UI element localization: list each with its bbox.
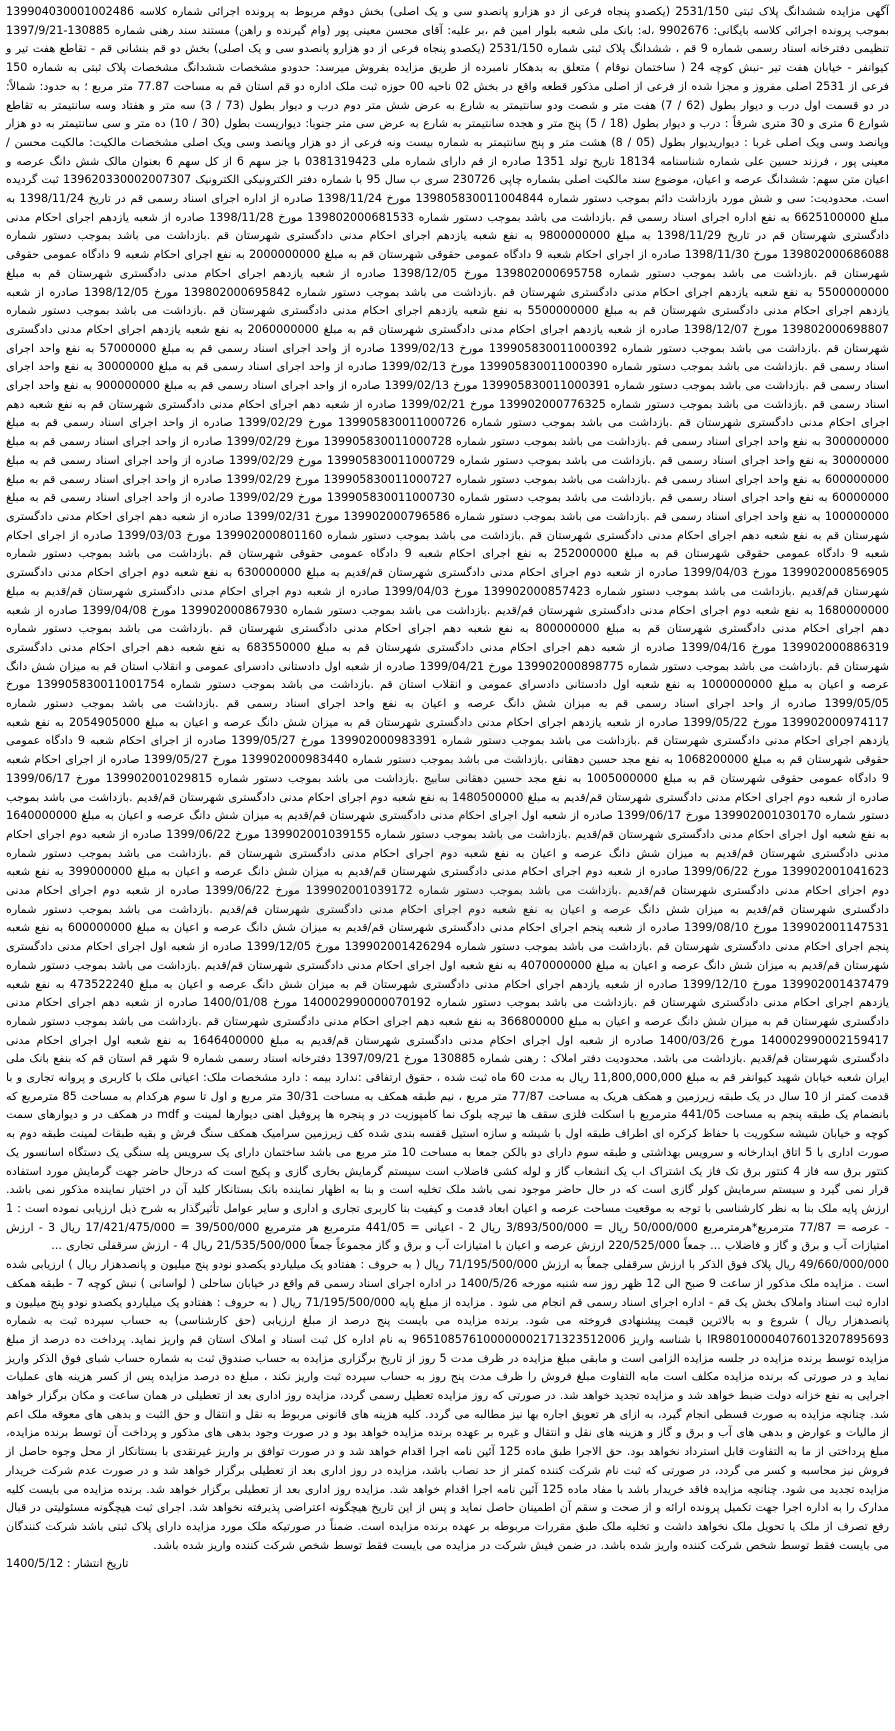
notice-paragraph-2: 49/660/000/000 ریال پلاک فوق الذکر با ارزش سرقفلی جمعاً به ارزش 71/195/500/000 ریال ( به حروف : هفتادو یک میلیاردو یکصدو نودو پنج میلیون و پانصدهزار ریال ) ارزیابی شده است . مزایده ملک مذکور از ساعت 9 صبح الی 12 ظهر روز سه شنبه مورخه 1400/5/26 در اداره اجرای اسناد رسمی قم واقع در خیابان ساحلی ( لواسانی ) نبش کوچه 7 - طبقه همکف اداره ثبت اسناد واملاک بخش یک قم - اداره اجرای اسناد رسمی قم انجام می شود . مزایده از مبلغ پایه 71/195/500/000 ریال ( به حروف : هفتادو یک میلیاردو یکصدو نودو پنج میلیون و پانصدهزار ریال ) شروع و به بالاترین قیمت پیشنهادی فروخته می شود. برنده مزایده می بایست پنج درصد از مبلغ ارزیابی (حق کارشناسی) به حساب سپرده ثبت به شماره IR980100004076013207895693 با شناسه واریز 965108576100000002171323512006 به نام اداره کل ثبت اسناد و املاک استان قم واریز نماید. پرداخت ده درصد از مبلغ مزایده توسط برنده مزایده در جلسه مزایده الزامی است و مابقی مبلغ مزایده در ظرف مدت 5 روز از تاریخ برگزاری مزایده به حساب صندوق ثبت به شماره حساب شبای فوق الذکر واریز نماید و در صورتی که برنده مزایده مکلف است مابه التفاوت مبلغ فروش را ظرف مدت پنج روز به حساب سپرده ثبت واریز نکند ، مبلغ ده درصد مزایده پس از کسر هزینه های عملیات اجرایی به نفع خزانه دولت ضبط خواهد شد و مزایده تجدید خواهد شد. در صورتی که روز مزایده تعطیل رسمی گردد، مزایده روز اداری بعد از تعطیلی در همان ساعت و مکان برگزار خواهد شد. چنانچه مزایده به صورت قسطی انجام گیرد، به ازای هر تعویق اجاره بها نیز مطالبه می گردد. کلیه هزینه های قانونی مربوط به نقل و انتقال و حق الثبت و بدهی های معوقه ملک اعم از مالیات و عوارض و بدهی های آب و برق و گاز و هزینه های نقل و انتقال و غیره بر عهده برنده مزایده خواهد بود و در صورت وجود بدهی های مذکور و پرداخت آن توسط برنده مزایده، مبلغ پرداختی از ما به التفاوت قابل استرداد نخواهد بود. حق الاجرا طبق ماده 125 آئین نامه اجرا اقدام خواهد شد و در صورت توافق بر واریز غیرنقدی با بستانکار از محل وجوه حاصل از فروش نیز محاسبه و کسر می گردد، در صورتی که ثبت نام شرکت کننده کمتر از حد نصاب باشد، مزایده در روز اداری بعد از تعطیلی برگزار خواهد شد و در صورت عدم شرکت خریدار مزایده تجدید می شود. چنانچه مزایده فاقد خریدار باشد با مفاد ماده 125 آئین نامه اجرا اقدام خواهد شد. مزایده روز اداری بعد از تعطیلی برگزار خواهد شد. برنده مزایده می بایست کلیه مدارک را به اداره اجرا جهت تکمیل پرونده ارائه و از صحت و سقم آن اطمینان حاصل نماید و پس از این تاریخ هیچگونه اعتراضی پذیرفته نخواهد شد. اجرای ثبت هیچگونه مسئولیتی در قبال رفع تصرف از ملک یا تحویل ملک نخواهد داشت و تخلیه ملک طبق مقررات مربوطه بر عهده برنده مزایده است. ضمناً در صورتیکه ملک مورد مزایده دارای پلاک ثبتی باشد شرکت کنندگان می بایست فقط توسط شخص شرکت کننده واریز شده باشد. در ضمن فیش شرکت در مزایده می بایست فقط توسط شخص شرکت کننده واریز شده باشد. [6, 1258, 889, 1552]
notice-paragraph-1: آگهی مزایده ششدانگ پلاک ثبتی 2531/150 (یکصدو پنجاه فرعی از دو هزارو پانصدو سی و یک اصلی) بخش دوقم مربوط به پرونده اجرائی شماره کلاسه 139904030001002486 بموجب پرونده اجرائی کلاسه بایگانی: 9902676 ،له: بانک ملی شعبه بلوار امین قم ،بر علیه: آقای محسن معینی پور (وام گیرنده و راهن) مستند سند رهنی شماره 130885-1397/9/21 تنظیمی دفترخانه اسناد رسمی شماره 9 قم ، ششدانگ پلاک ثبتی شماره 2531/150 (یکصدو پنجاه فرعی از دو هزارو پانصدو سی و یک اصلی) بخش دو قم بنشانی قم - تقاطع هفت تیر و کیوانفر - خیابان هفت تیر -نبش کوچه 24 ( ساختمان نوقام ) متعلق به بدهکار نامبرده از طریق مزایده بفروش میرسد: حدودو مشخصات ششدانگ مشخصات پلاک ثبتی به شماره 150 فرعی از 2531 اصلی مفروز و مجزا شده از فرعی از اصلی مذکور قطعه واقع در بخش 02 ناحیه 00 حوزه ثبت ملک اداره دو قم استان قم به مساحت 77.87 متر مربع ؛ به حدود: شمالاً: در دو قسمت اول درب و دیوار بطول (62 / 7) هفت متر و شصت ودو سانتیمتر به شارع به عرض شش متر دوم درب و دیوار بطول (73 / 3) سه متر و هفتاد وسه سانتیمتر به تقاطع شوارع 6 متری و 30 متری شرقاً : درب و دیوار بطول (18 / 5) پنج متر و هجده سانتیمتر به شارع به عرض سی متر جنوبا: دیواریست بطول (30 / 10) ده متر و سی سانتیمتر به دو هزار وپانصد وسی ویک اصلی غربا : دیواریدیوار بطول (05 / 8) هشت متر و پنج سانتیمتر به شماره بیست ونه فرعی از دو هزار وپانصد وسی ویک اصلی مشخصات مالکیت: مالکیت محسن / معینی پور ، فرزند حسین علی شماره شناسنامه 18134 تاریخ تولد 1351 صادره از قم دارای شماره ملی 0381319423 با جز سهم 6 از کل سهم 6 بعنوان مالک شش دانگ عرصه و اعیان متن سهم: ششدانگ عرصه و اعیان، موضوع سند مالکیت اصلی بشماره چاپی 230726 سری ب سال 95 با شماره دفتر الکترونیکی الکترونیک 139620330002007307 ثبت گردیده است. محدودیت: سی و شش مورد بازداشت دائم بموجب دستور شماره 139805830011004844 مورخ 1398/11/24 صادره از اداره اجرای اسناد رسمی قم در تاریخ 1398/11/24 به مبلغ 6625100000 به نفع اداره اجرای اسناد رسمی قم .بازداشت می باشد بموجب دستور شماره 139802000681533 مورخ 1398/11/28 صادره از شعبه یازدهم اجرای احکام مدنی دادگستری شهرستان قم در تاریخ 1398/11/29 به مبلغ 9800000000 به نفع شعبه یازدهم اجرای احکام مدنی دادگستری شهرستان قم .بازداشت می باشد بموجب دستور شماره 139802000686088 مورخ 1398/11/30 صادره از اجرای احکام شعبه 9 دادگاه عمومی حقوقی شهرستان قم به مبلغ 2000000000 به نفع اجرای احکام شعبه 9 دادگاه عمومی حقوقی شهرستان قم .بازداشت می باشد بموجب دستور شماره 139802000695758 مورخ 1398/12/05 صادره از شعبه یازدهم اجرای احکام مدنی دادگستری شهرستان قم به مبلغ 5500000000 به نفع شعبه یازدهم اجرای احکام مدنی دادگستری شهرستان قم .بازداشت می باشد بموجب دستور شماره 139802000695842 مورخ 1398/12/05 صادره از شعبه یازدهم اجرای احکام مدنی دادگستری شهرستان قم به مبلغ 5500000000 به نفع شعبه یازدهم اجرای احکام مدنی دادگستری شهرستان قم .بازداشت می باشد بموجب دستور شماره 139802000698807 مورخ 1398/12/07 صادره از شعبه یازدهم اجرای احکام مدنی دادگستری شهرستان قم به مبلغ 2060000000 به نفع شعبه یازدهم اجرای احکام مدنی دادگستری شهرستان قم .بازداشت می باشد بموجب دستور شماره 139905830011000392 مورخ 1399/02/13 صادره از واحد اجرای اسناد رسمی قم به مبلغ 57000000 به نفع واحد اجرای اسناد رسمی قم .بازداشت می باشد بموجب دستور شماره 139905830011000390 مورخ 1399/02/13 صادره از واحد اجرای اسناد رسمی قم به مبلغ 30000000 به نفع واحد اجرای اسناد رسمی قم .بازداشت می باشد بموجب دستور شماره 139905830011000391 مورخ 1399/02/13 صادره از واحد اجرای اسناد رسمی قم به مبلغ 900000000 به نفع واحد اجرای اسناد رسمی قم .بازداشت می باشد بموجب دستور شماره 139902000776325 مورخ 1399/02/21 صادره از شعبه دهم اجرای احکام مدنی دادگستری شهرستان قم به نفع شعبه دهم اجرای احکام مدنی دادگستری شهرستان قم .بازداشت می باشد بموجب دستور شماره 139905830011000726 مورخ 1399/02/29 صادره از واحد اجرای اسناد رسمی قم به مبلغ 300000000 به نفع واحد اجرای اسناد رسمی قم .بازداشت می باشد بموجب دستور شماره 139905830011000728 مورخ 1399/02/29 صادره از واحد اجرای اسناد رسمی قم به مبلغ 30000000 به نفع واحد اجرای اسناد رسمی قم .بازداشت می باشد بموجب دستور شماره 139905830011000729 مورخ 1399/02/29 صادره از واحد اجرای اسناد رسمی قم به مبلغ 600000000 به نفع واحد اجرای اسناد رسمی قم .بازداشت می باشد بموجب دستور شماره 139905830011000727 مورخ 1399/02/29 صادره از واحد اجرای اسناد رسمی قم به مبلغ 60000000 به نفع واحد اجرای اسناد رسمی قم .بازداشت می باشد بموجب دستور شماره 139905830011000730 مورخ 1399/02/29 صادره از واحد اجرای اسناد رسمی قم به مبلغ 100000000 به نفع واحد اجرای اسناد رسمی قم .بازداشت می باشد بموجب دستور شماره 139902000796586 مورخ 1399/02/31 صادره از شعبه دهم اجرای احکام مدنی دادگستری شهرستان قم به نفع شعبه دهم اجرای احکام مدنی دادگستری شهرستان قم .بازداشت می باشد بموجب دستور شماره 139902000801160 مورخ 1399/03/03 صادره از اجرای احکام شعبه 9 دادگاه عمومی حقوقی شهرستان قم به مبلغ 252000000 به نفع اجرای احکام شعبه 9 دادگاه عمومی حقوقی شهرستان قم .بازداشت می باشد بموجب دستور شماره 139902000856905 مورخ 1399/04/03 صادره از شعبه دوم اجرای احکام مدنی دادگستری شهرستان قم/قدیم به مبلغ 630000000 به نفع شعبه دوم اجرای احکام مدنی دادگستری شهرستان قم/قدیم .بازداشت می باشد بموجب دستور شماره 139902000857423 مورخ 1399/04/03 صادره از شعبه دوم اجرای احکام مدنی دادگستری شهرستان قم/قدیم به مبلغ 1680000000 به نفع شعبه دوم اجرای احکام مدنی دادگستری شهرستان قم/قدیم .بازداشت می باشد بموجب دستور شماره 139902000867930 مورخ 1399/04/08 صادره از شعبه دهم اجرای احکام مدنی دادگستری شهرستان قم به مبلغ 800000000 به نفع شعبه دهم اجرای احکام مدنی دادگستری شهرستان قم .بازداشت می باشد بموجب دستور شماره 139902000886319 مورخ 1399/04/16 صادره از شعبه دهم اجرای احکام مدنی دادگستری شهرستان قم به مبلغ 683550000 به نفع شعبه دهم اجرای احکام مدنی دادگستری شهرستان قم .بازداشت می باشد بموجب دستور شماره 139902000898775 مورخ 1399/04/21 صادره از شعبه اول دادستانی دادسرای عمومی و انقلاب استان قم به میزان شش دانگ عرصه و اعیان به مبلغ 1000000000 به نفع شعبه اول دادستانی دادسرای عمومی و انقلاب استان قم .بازداشت می باشد بموجب دستور شماره 139905830011001754 مورخ 1399/05/05 صادره از واحد اجرای اسناد رسمی قم به میزان شش دانگ عرصه و اعیان به نفع واحد اجرای اسناد رسمی قم .بازداشت می باشد بموجب دستور شماره 139902000974117 مورخ 1399/05/22 صادره از شعبه یازدهم اجرای احکام مدنی دادگستری شهرستان قم به میزان شش دانگ عرصه و اعیان به مبلغ 2054905000 به نفع شعبه یازدهم اجرای احکام مدنی دادگستری شهرستان قم .بازداشت می باشد بموجب دستور شماره 139902000983391 مورخ 1399/05/27 صادره از اجرای احکام شعبه 9 دادگاه عمومی حقوقی شهرستان قم به مبلغ 1068200000 به نفع مجد حسین دهقانی .بازداشت می باشد بموجب دستور شماره 139902000983440 مورخ 1399/05/27 صادره از اجرای احکام شعبه 9 دادگاه عمومی حقوقی شهرستان قم به مبلغ 1005000000 به نفع مجد حسین دهقانی سابیج .بازداشت می باشد بموجب دستور شماره 139902001029815 مورخ 1399/06/17 صادره از شعبه دوم اجرای احکام مدنی دادگستری شهرستان قم/قدیم به مبلغ 1480500000 به نفع شعبه دوم اجرای احکام مدنی دادگستری شهرستان قم/قدیم .بازداشت می باشد بموجب دستور شماره 139902001030170 مورخ 1399/06/17 صادره از شعبه اول اجرای احکام مدنی دادگستری شهرستان قم/قدیم به میزان شش دانگ عرصه و اعیان به مبلغ 1640000000 به نفع شعبه اول اجرای احکام مدنی دادگستری شهرستان قم/قدیم .بازداشت می باشد بموجب دستور شماره 139902001039155 مورخ 1399/06/22 صادره از شعبه دوم اجرای احکام مدنی دادگستری شهرستان قم/قدیم به میزان شش دانگ عرصه و اعیان به نفع شعبه دوم اجرای احکام مدنی دادگستری شهرستان قم .بازداشت می باشد بموجب دستور شماره 139902001041623 مورخ 1399/06/22 صادره از شعبه دوم اجرای احکام مدنی دادگستری شهرستان قم/قدیم به میزان شش دانگ عرصه و اعیان به مبلغ 399000000 به نفع شعبه دوم اجرای احکام مدنی دادگستری شهرستان قم/قدیم .بازداشت می باشد بموجب دستور شماره 139902001039172 مورخ 1399/06/22 صادره از شعبه دوم اجرای احکام مدنی دادگستری شهرستان قم/قدیم به میزان شش دانگ عرصه و اعیان به نفع شعبه دوم اجرای احکام مدنی دادگستری شهرستان قم/قدیم .بازداشت می باشد بموجب دستور شماره 139902001147531 مورخ 1399/08/10 صادره از شعبه پنجم اجرای احکام مدنی دادگستری شهرستان قم/قدیم به میزان شش دانگ عرصه و اعیان به مبلغ 600000000 به نفع شعبه پنجم اجرای احکام مدنی دادگستری شهرستان قم .بازداشت می باشد بموجب دستور شماره 139902001426294 مورخ 1399/12/05 صادره از شعبه اول اجرای احکام مدنی دادگستری شهرستان قم/قدیم به میزان شش دانگ عرصه و اعیان به مبلغ 4070000000 به نفع شعبه اول اجرای احکام مدنی دادگستری شهرستان قم/قدیم .بازداشت می باشد بموجب دستور شماره 139902001437479 مورخ 1399/12/10 صادره از شعبه یازدهم اجرای احکام مدنی دادگستری شهرستان قم به میزان شش دانگ عرصه و اعیان به مبلغ 473522240 به نفع شعبه یازدهم اجرای احکام مدنی دادگستری شهرستان قم .بازداشت می باشد بموجب دستور شماره 140002990000070192 مورخ 1400/01/08 صادره از شعبه دهم اجرای احکام مدنی دادگستری شهرستان قم به میزان شش دانگ عرصه و اعیان به مبلغ 366800000 به نفع شعبه دهم اجرای احکام مدنی دادگستری شهرستان قم .بازداشت می باشد بموجب دستور شماره 140002990002159417 مورخ 1400/03/26 صادره از شعبه اول اجرای احکام مدنی دادگستری شهرستان قم/قدیم به مبلغ 1646400000 به نفع شعبه اول اجرای احکام مدنی دادگستری شهرستان قم/قدیم .بازداشت می باشد. محدودیت دفتر املاک : رهنی شماره 130885 مورخ 1397/09/21 دفترخانه اسناد رسمی شماره 9 شهر قم استان قم که بنفع بانک ملی ایران شعبه خیابان شهید کیوانفر قم به مبلغ 11,800,000,000 ریال به مدت 60 ماه ثبت شده ، حقوق ارتفاقی :ندارد بیمه : دارد مشخصات ملک: اعیانی ملک با کاربری و پروانه تجاری و با قدمت کمتر از 10 سال در یک طبقه زیرزمین و همکف هریک به مساحت 77/87 متر مربع ، نیم طبقه همکف به مساحت 30/31 متر مربع و اول تا سوم هرکدام به مساحت 85 مترمربع که بانضمام یک طبقه پنجم به مساحت 441/05 مترمربع با اسکلت فلزی سقف ها تیرچه بلوک نما کامپوزیت در و پنجره ها پروفیل اهنی دیوارها لمینت و mdf در همکف در و دیوارهای سمت کوچه و خیابان شیشه سکوریت با حفاظ کرکره ای اطراف طبقه اول با شیشه و سازه استیل قفسه بندی شده کف زیرزمین سرامیک همکف سنگ فرش و بقیه طبقات لمینت طبقه دوم به صورت اداری با 5 اتاق ابدارخانه و سرویس بهداشتی و طبقه سوم دارای دو بالکن جمعا به مساحت 10 متر مربع می باشد ساختمان دارای یک سرویس پله سنگی یک دستگاه اسانسور یک کنتور برق سه فاز 4 کنتور برق تک فاز یک اشتراک اب یک انشعاب گاز و لوله کشی فاضلاب است سیستم گرمایش بخاری گازی و پکیج است که درحال حاضر جهت گرمایش مورد استفاده قرار نمی گیرد و سیستم سرمایش کولر گازی است که در حال حاضر موجود نمی باشد ملک تخلیه است و بنا به اظهار نماینده بانک بستانکار کلید آن در اختیار نماینده مذکور نمی باشد. ارزش پایه ملک بنا به نظر کارشناسی با توجه به موقعیت مساحت عرصه و اعیان ابعاد قدمت و کیفیت بنا کاربری تجاری و اداری و سایر عوامل تأثیرگذار به شرح ذیل ارزیابی نموده است : 1 - عرصه = 77/87 مترمربع*هرمترمربع 50/000/000 ریال = 3/893/500/000 ریال 2 - اعیانی = 441/05 مترمربع هر مترمربع 39/500/000 = 17/421/475/000 ریال 3 - ارزش امتیازات آب و برق و گاز و فاضلاب ... جمعاً 220/525/000 ارزش عرصه و اعیان با امتیازات آب و برق و گاز مجموعاً جمعاً 21/535/500/000 ریال 4 - ارزش سرقفلی تجاری ... [6, 5, 890, 1253]
publish-date: تاریخ انتشار : 1400/5/12 [6, 1557, 129, 1571]
notice-body [6, 3, 889, 1555]
